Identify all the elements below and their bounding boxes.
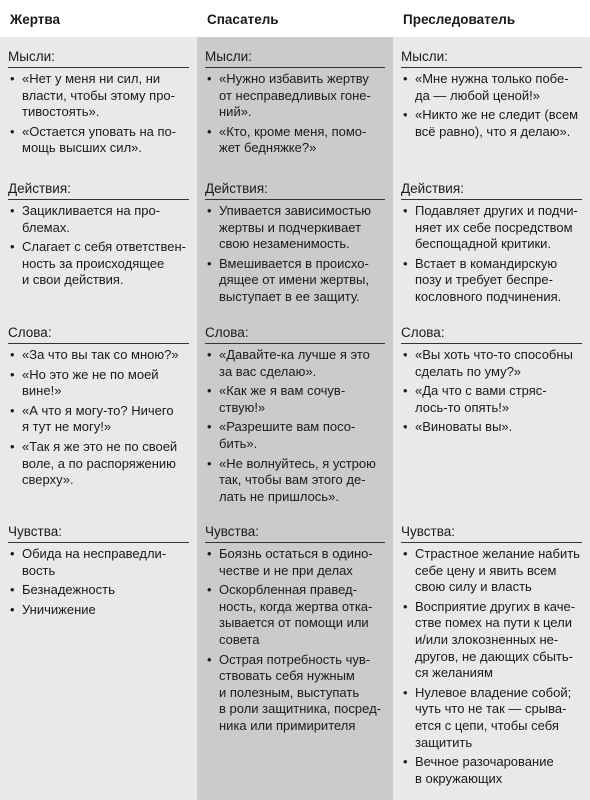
list-item: • «Остается уповать на по- мощь высших сил».: [8, 124, 189, 157]
list-item: • «Никто же не следит (всем всё равно), что я делаю».: [401, 107, 582, 140]
list-item: • Обида на несправедли- вость: [8, 546, 189, 579]
section-actions: [401, 180, 582, 306]
list-item: • «Давайте-ка лучше я это за вас сделаю».: [205, 347, 385, 380]
column-persecutor: [393, 0, 590, 800]
section-words: [8, 324, 189, 489]
list-item: • «Но это же не по моей вине!»: [8, 367, 189, 400]
list-item: • Страстное желание набить себе цену и явить всем свою силу и власть: [401, 546, 582, 596]
list-item: • Нулевое владение собой; чуть что не так — срыва- ется с цепи, чтобы себя защитить: [401, 685, 582, 751]
list-item: • «Не волнуйтесь, я устрою так, чтобы вам этого де- лать не пришлось».: [205, 456, 385, 506]
list-item: • Встает в командирскую позу и требует беспре- кословного подчинения.: [401, 256, 582, 306]
section-feelings: [401, 523, 582, 787]
list-item: • «Нужно избавить жертву от несправедливых гоне- ний».: [205, 71, 385, 121]
section-words: [401, 324, 582, 436]
list-item: • «Виноваты вы».: [401, 419, 582, 436]
list-item: • «Так я же это не по своей воле, а по распоряжению сверху».: [8, 439, 189, 489]
section-title: Слова:: [205, 324, 385, 344]
section-words: [205, 324, 385, 505]
section-actions: [8, 180, 189, 289]
section-title: Слова:: [401, 324, 582, 344]
list-item: • Восприятие других в каче- стве помех на пути к цели и/или злокозненных не- другов, не дающих сбыть- ся желаниям: [401, 599, 582, 682]
list-item: • «А что я могу-то? Ничего я тут не могу!»: [8, 403, 189, 436]
list-item: • Вечное разочарование в окружающих: [401, 754, 582, 787]
list-item: • Подавляет других и подчи- няет их себе посредством беспощадной критики.: [401, 203, 582, 253]
list-item: • «Кто, кроме меня, помо- жет бедняжке?»: [205, 124, 385, 157]
section-title: Чувства:: [401, 523, 582, 543]
list-item: • «Вы хоть что-то способны сделать по уму?»: [401, 347, 582, 380]
section-title: Действия:: [8, 180, 189, 200]
section-title: Слова:: [8, 324, 189, 344]
column-header: Преследователь: [393, 0, 590, 37]
section-title: Мысли:: [401, 48, 582, 68]
section-thoughts: [205, 48, 385, 157]
section-title: Действия:: [401, 180, 582, 200]
column-victim: [0, 0, 197, 800]
section-title: Мысли:: [205, 48, 385, 68]
section-title: Действия:: [205, 180, 385, 200]
list-item: • Слагает с себя ответствен- ность за происходящее и свои действия.: [8, 239, 189, 289]
list-item: • Зацикливается на про- блемах.: [8, 203, 189, 236]
section-actions: [205, 180, 385, 306]
list-item: • Безнадежность: [8, 582, 189, 599]
list-item: • Острая потребность чув- ствовать себя нужным и полезным, выступать в роли защитника, посред- ника или примирителя: [205, 652, 385, 735]
list-item: • Оскорбленная правед- ность, когда жертва отка- зывается от помощи или совета: [205, 582, 385, 648]
list-item: • «Как же я вам сочув- ствую!»: [205, 383, 385, 416]
list-item: • «Нет у меня ни сил, ни власти, чтобы этому про- тивостоять».: [8, 71, 189, 121]
list-item: • Уничижение: [8, 602, 189, 619]
list-item: • «Разрешите вам посо- бить».: [205, 419, 385, 452]
section-thoughts: [401, 48, 582, 140]
column-header: Спасатель: [197, 0, 393, 37]
list-item: • «Да что с вами стряс- лось-то опять!»: [401, 383, 582, 416]
list-item: • Упивается зависимостью жертвы и подчеркивает свою незаменимость.: [205, 203, 385, 253]
section-title: Чувства:: [205, 523, 385, 543]
column-rescuer: [197, 0, 393, 800]
column-header: Жертва: [0, 0, 197, 37]
section-thoughts: [8, 48, 189, 157]
list-item: • «Мне нужна только побе- да — любой ценой!»: [401, 71, 582, 104]
section-feelings: [205, 523, 385, 735]
list-item: • Боязнь остаться в одино- честве и не при делах: [205, 546, 385, 579]
section-title: Мысли:: [8, 48, 189, 68]
list-item: • «За что вы так со мною?»: [8, 347, 189, 364]
list-item: • Вмешивается в происхо- дящее от имени жертвы, выступает в ее защиту.: [205, 256, 385, 306]
section-title: Чувства:: [8, 523, 189, 543]
section-feelings: [8, 523, 189, 618]
